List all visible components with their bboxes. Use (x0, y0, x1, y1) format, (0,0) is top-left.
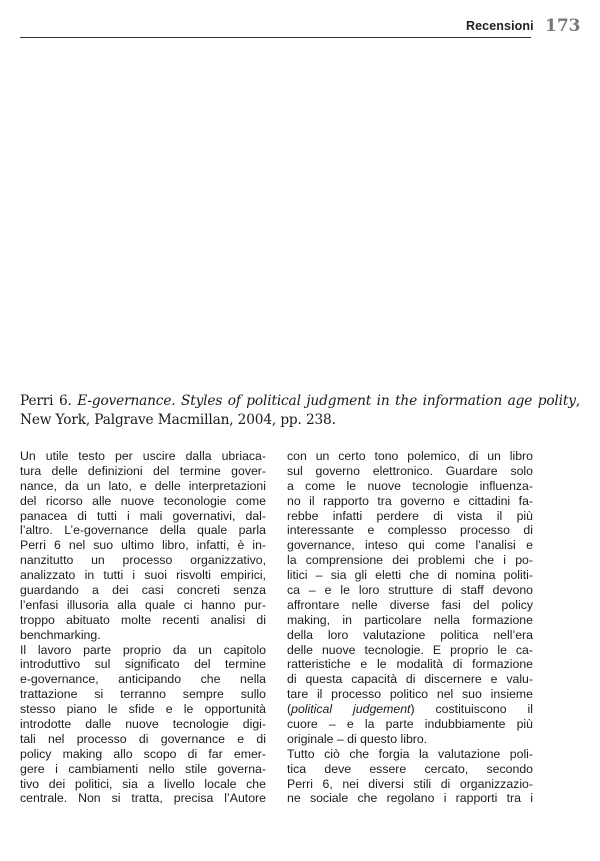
text-line: guardando a dei casi concreti senza (20, 583, 266, 598)
citation-publisher: , New York, Palgrave Macmillan, 2004, pp. 238. (20, 393, 581, 428)
text-line: sul governo elettronico. Guardare solo (287, 463, 533, 478)
text-line: rebbe infatti perdere di vista il più (287, 508, 533, 523)
text-line: a come le nuove tecnologie influenza- (287, 478, 533, 493)
text-line: benchmarking. (20, 627, 101, 642)
text-line: la comprensione dei problemi che i po- (287, 553, 533, 568)
paren-open: ( (287, 702, 292, 717)
text-line: analizzato in tutti i suoi risvolti empirici, (20, 568, 266, 583)
header-rule (20, 37, 531, 38)
text-line: l’enfasi illusoria alla quale ci hanno pur- (20, 597, 266, 612)
text-line: Un utile testo per uscire dalla ubriaca- (20, 449, 266, 463)
text-line: Tutto ciò che forgia la valutazione poli- (287, 746, 533, 761)
text-line: policy making allo scopo di far emer- (20, 746, 266, 761)
text-fragment: ) costituiscono il (410, 702, 533, 717)
citation-title: E-governance. Styles of political judgment in the information age polity (77, 393, 576, 409)
text-line: tura delle definizioni del termine gover- (20, 463, 266, 478)
text-line: Il lavoro parte proprio da un capitolo (20, 642, 266, 657)
text-line: no il rapporto tra governo e cittadini fa- (287, 493, 533, 508)
review-right-column (287, 449, 533, 806)
text-line: troppo abituato molte recenti analisi di (20, 612, 266, 627)
text-line: making, in particolare nella formazione (287, 612, 533, 627)
text-line: tivo dei politici, sia a livello locale che (20, 776, 266, 791)
text-line: cuore – e la parte indubbiamente più (287, 717, 533, 732)
text-line: con un certo tono polemico, di un libro (287, 449, 533, 463)
review-left-column (20, 449, 266, 806)
text-line: stesso piano le sfide e le opportunità (20, 702, 266, 717)
text-line: tare il processo politico nel suo insieme (287, 687, 533, 702)
text-line: nance, da un lato, e delle interpretazioni (20, 478, 266, 493)
text-line: originale – di questo libro. (287, 731, 428, 746)
text-line: centrale. Non si tratta, precisa l’Autore (20, 791, 266, 806)
text-line: Perri 6 nel suo ultimo libro, infatti, è in- (20, 538, 266, 553)
text-line: del ricorso alle nuove teconologie come (20, 493, 266, 508)
text-line: Perri 6, nei diversi stili di organizzazio- (287, 776, 533, 791)
text-line: tali nel processo di governance e di (20, 731, 266, 746)
text-line: nanzitutto un processo organizzativo, (20, 553, 266, 568)
text-line: ca – e le loro strutture di staff devono (287, 583, 533, 598)
book-citation (20, 392, 580, 430)
text-line: panacea di tutti i mali governativi, dal- (20, 508, 266, 523)
text-line: governance, inteso qui come l’analisi e (287, 538, 533, 553)
text-line: l’altro. L’e-governance della quale parla (20, 523, 266, 538)
text-line: ne sociale che regolano i rapporti tra i (287, 791, 533, 806)
text-line: introduttivo sul significato del termine (20, 657, 266, 672)
page-number: 173 (545, 16, 581, 36)
text-line-emphasis (287, 702, 533, 717)
text-line: affrontare nelle diverse fasi del policy (287, 597, 533, 612)
text-line: ratteristiche e le modalità di formazione (287, 657, 533, 672)
italic-term: political judgement (291, 702, 411, 717)
citation-author: Perri 6. (20, 393, 72, 409)
text-line: e-governance, anticipando che nella (20, 672, 266, 687)
text-line: della loro valutazione politica nell’era (287, 627, 533, 642)
text-line: delle nuove tecnologie. E proprio le ca- (287, 642, 533, 657)
text-line: di questa capacità di discernere e valu- (287, 672, 533, 687)
text-line: tica deve essere cercato, secondo (287, 761, 533, 776)
text-line: interessante e complesso processo di (287, 523, 533, 538)
text-line: gere i cambiamenti nello stile governa- (20, 761, 266, 776)
text-line: litici – sia gli eletti che di nomina politi- (287, 568, 533, 583)
running-header-section: Recensioni (466, 19, 534, 33)
text-line: trattazione si terranno sempre sullo (20, 687, 266, 702)
text-line: introdotte dalle nuove tecnologie digi- (20, 717, 266, 732)
